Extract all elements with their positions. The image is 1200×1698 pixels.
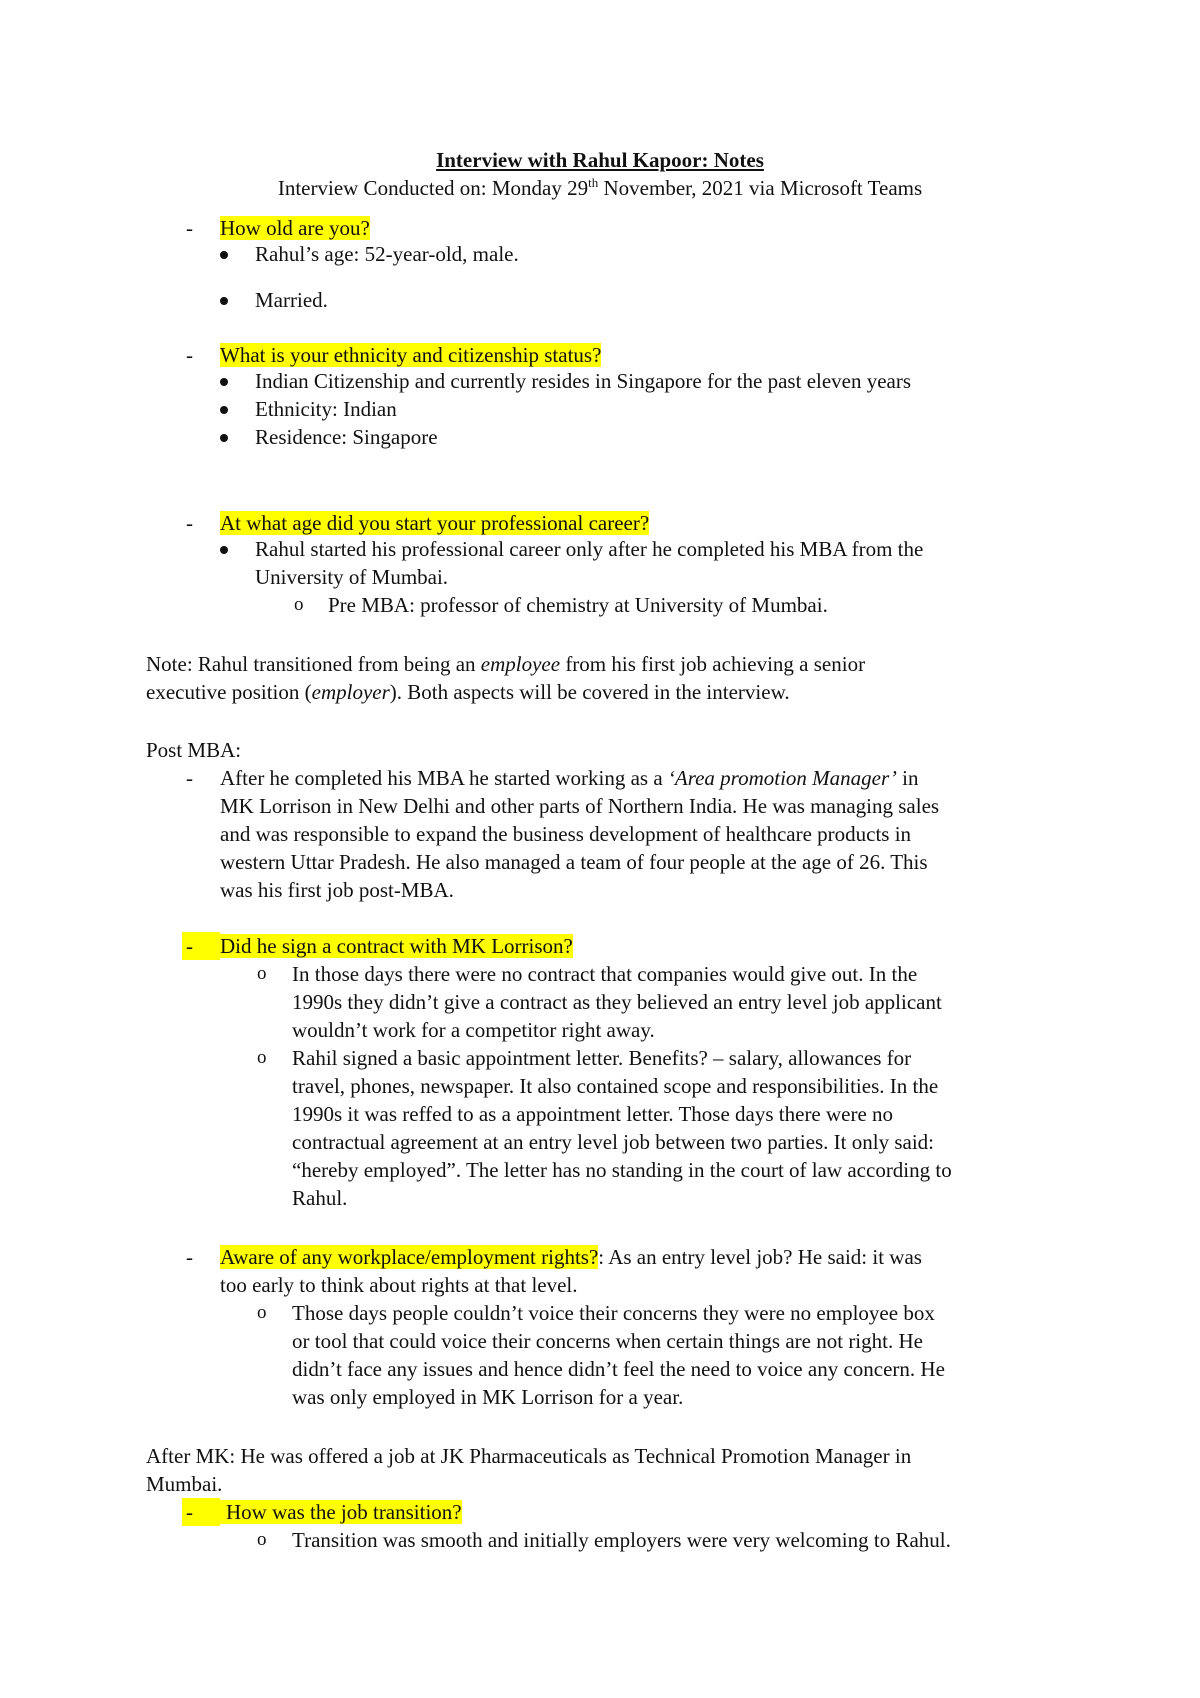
- bullet-icon: [220, 378, 228, 386]
- document-subtitle: [0, 174, 1200, 202]
- q3-bullet-line2: University of Mumbai.: [255, 565, 449, 589]
- q5-line-2: too early to think about rights at that level.: [220, 1273, 578, 1297]
- q2-question-text: What is your ethnicity and citizenship status?: [220, 343, 602, 367]
- q6-dash-char: -: [186, 1500, 193, 1524]
- post-mba-heading: Post MBA:: [146, 738, 242, 762]
- after-mk-line-2: Mumbai.: [146, 1472, 223, 1496]
- q3-question: [220, 509, 649, 537]
- q2-bullet-1: Indian Citizenship and currently resides in Singapore for the past eleven years: [255, 369, 912, 393]
- q4-sub2-line-3: 1990s it was reffed to as a appointment letter. Those days there were no: [292, 1102, 894, 1126]
- q6-question-text: How was the job transition?: [220, 1500, 462, 1524]
- q5-sub-line-3: didn’t face any issues and hence didn’t feel the need to voice any concern. He: [292, 1357, 945, 1381]
- q2-bullet-2: Ethnicity: Indian: [255, 397, 397, 421]
- q3-sub: Pre MBA: professor of chemistry at University of Mumbai.: [328, 593, 828, 617]
- q4-sub2-line-6: Rahul.: [292, 1186, 348, 1210]
- q4-sub2-line-2: travel, phones, newspaper. It also contained scope and responsibilities. In the: [292, 1074, 939, 1098]
- q5-sub-line-1: Those days people couldn’t voice their concerns they were no employee box: [292, 1301, 935, 1325]
- post-mba-l1-em: ‘Area promotion Manager’: [667, 766, 897, 790]
- circle-bullet-icon: o: [257, 1302, 267, 1323]
- post-mba-l1a: After he completed his MBA he started working as a: [220, 766, 668, 790]
- q6-question: [220, 1498, 462, 1526]
- post-mba-l1b: in: [896, 766, 919, 790]
- note-line-2: [146, 678, 790, 706]
- q5-dash: -: [186, 1245, 193, 1269]
- q5-sub-line-4: was only employed in MK Lorrison for a year.: [292, 1385, 684, 1409]
- bullet-icon: [220, 297, 228, 305]
- q5-question-line: [220, 1243, 922, 1271]
- q3-dash: -: [186, 511, 193, 535]
- bullet-icon: [220, 546, 228, 554]
- document-title: Interview with Rahul Kapoor: Notes: [436, 148, 764, 172]
- q4-sub1-line-2: 1990s they didn’t give a contract as they believed an entry level job applicant: [292, 990, 942, 1014]
- q6-sub: Transition was smooth and initially employers were very welcoming to Rahul.: [292, 1528, 951, 1552]
- post-mba-line-1: [220, 764, 919, 792]
- q2-bullet-3: Residence: Singapore: [255, 425, 438, 449]
- note-l2a: executive position (: [146, 680, 312, 704]
- note-l1a: Note: Rahul transitioned from being an: [146, 652, 481, 676]
- q2-dash: -: [186, 343, 193, 367]
- subtitle-sup: th: [588, 175, 599, 190]
- q4-question: [220, 932, 573, 960]
- note-line-1: [146, 650, 865, 678]
- q6-dash: [182, 1498, 220, 1526]
- post-mba-dash: -: [186, 766, 193, 790]
- q4-sub2-line-1: Rahil signed a basic appointment letter. Benefits? – salary, allowances for: [292, 1046, 912, 1070]
- subtitle-after: November, 2021 via Microsoft Teams: [598, 176, 923, 200]
- q3-bullet-line1: Rahul started his professional career only after he completed his MBA from the: [255, 537, 924, 561]
- q4-sub2-line-4: contractual agreement at an entry level job between two parties. It only said:: [292, 1130, 935, 1154]
- note-l1b: from his first job achieving a senior: [560, 652, 866, 676]
- bullet-icon: [220, 406, 228, 414]
- post-mba-line-5: was his first job post-MBA.: [220, 878, 454, 902]
- q1-dash: -: [186, 216, 193, 240]
- post-mba-line-4: western Uttar Pradesh. He also managed a team of four people at the age of 26. This: [220, 850, 928, 874]
- circle-bullet-icon: o: [257, 1529, 267, 1550]
- note-l1-em: employee: [480, 652, 561, 676]
- q5-question-rest: : As an entry level job? He said: it was: [598, 1245, 922, 1269]
- subtitle-before: Interview Conducted on: Monday 29: [277, 176, 589, 200]
- q4-sub1-line-3: wouldn’t work for a competitor right away.: [292, 1018, 655, 1042]
- q1-question-text: How old are you?: [220, 216, 370, 240]
- q4-sub1-line-1: In those days there were no contract that companies would give out. In the: [292, 962, 918, 986]
- bullet-icon: [220, 251, 228, 259]
- circle-bullet-icon: o: [257, 1047, 267, 1068]
- bullet-icon: [220, 434, 228, 442]
- q4-question-text: Did he sign a contract with MK Lorrison?: [220, 934, 573, 958]
- circle-bullet-icon: o: [294, 594, 304, 615]
- q5-question-text: Aware of any workplace/employment rights?: [220, 1245, 599, 1269]
- q4-dash-char: -: [186, 934, 193, 958]
- q1-bullet-2: Married.: [255, 288, 328, 312]
- q3-question-text: At what age did you start your professional career?: [220, 511, 650, 535]
- q4-dash: [182, 932, 220, 960]
- circle-bullet-icon: o: [257, 963, 267, 984]
- q2-question: [220, 341, 601, 369]
- q5-sub-line-2: or tool that could voice their concerns when certain things are not right. He: [292, 1329, 923, 1353]
- post-mba-line-2: MK Lorrison in New Delhi and other parts of Northern India. He was managing sales: [220, 794, 940, 818]
- q1-bullet-1: Rahul’s age: 52-year-old, male.: [255, 242, 519, 266]
- note-l2b: ). Both aspects will be covered in the interview.: [389, 680, 790, 704]
- q1-question: [220, 214, 370, 242]
- note-l2-em: employer: [311, 680, 390, 704]
- q4-sub2-line-5: “hereby employed”. The letter has no standing in the court of law according to: [292, 1158, 952, 1182]
- post-mba-line-3: and was responsible to expand the business development of healthcare products in: [220, 822, 912, 846]
- after-mk-line-1: After MK: He was offered a job at JK Pharmaceuticals as Technical Promotion Manager in: [146, 1444, 912, 1468]
